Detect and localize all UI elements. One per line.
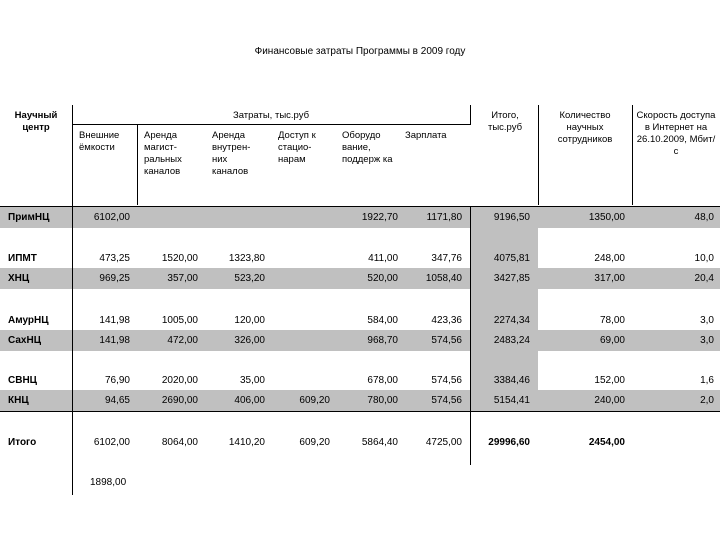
row-name: СВНЦ <box>8 375 37 386</box>
cell-value: 411,00 <box>368 253 398 264</box>
cell-value: 20,4 <box>694 273 714 284</box>
cell-value: 3,0 <box>700 315 714 326</box>
cell-value: 357,00 <box>167 273 198 284</box>
row-name: СахНЦ <box>8 335 41 346</box>
cell-value: 1410,20 <box>228 437 265 448</box>
cell-value: 1171,80 <box>426 212 462 223</box>
cell-value: 472,00 <box>167 335 198 346</box>
row-name: ХНЦ <box>8 273 30 284</box>
divider <box>632 105 633 205</box>
cell-value: 520,00 <box>367 273 398 284</box>
cell-value: 76,90 <box>104 375 130 386</box>
cell-value: 423,36 <box>431 315 462 326</box>
cell-value: 141,98 <box>99 315 130 326</box>
header-access: Доступ к стацио-нарам <box>278 130 316 165</box>
row-name: КНЦ <box>8 395 29 406</box>
cell-value: 2483,24 <box>493 335 530 346</box>
cell-value: 574,56 <box>431 375 462 386</box>
cell-value: 969,25 <box>99 273 130 284</box>
header-rent-main: Аренда магист-ральных каналов <box>144 130 182 177</box>
cell-value: 10,0 <box>694 253 714 264</box>
cell-value: 347,76 <box>431 253 462 264</box>
cell-value: 2274,34 <box>493 315 530 326</box>
row-name: Итого <box>8 437 37 448</box>
cell-value: 3,0 <box>700 335 714 346</box>
cell-value: 94,65 <box>104 395 130 406</box>
cell-value: 78,00 <box>599 315 625 326</box>
divider <box>137 124 138 205</box>
table-row <box>0 310 720 331</box>
table-row <box>0 248 720 269</box>
cell-value: 780,00 <box>367 395 398 406</box>
cell-value: 3384,46 <box>493 375 530 386</box>
cell-value: 240,00 <box>594 395 625 406</box>
cell-value: 1,6 <box>700 375 714 386</box>
cell-value: 609,20 <box>299 395 330 406</box>
cell-value: 1058,40 <box>425 273 462 284</box>
cell-value: 9196,50 <box>493 212 530 223</box>
cell-value: 4075,81 <box>493 253 530 264</box>
table-row <box>0 268 720 289</box>
header-speed: Скорость доступа в Интернет на 26.10.2009, Мбит/с <box>636 110 716 157</box>
table-row <box>0 330 720 351</box>
cell-value: 35,00 <box>239 375 265 386</box>
header-salary: Зарплата <box>405 130 447 141</box>
row-name: ИПМТ <box>8 253 37 264</box>
extra-value: 1898,00 <box>90 477 127 488</box>
row-name: ПримНЦ <box>8 212 50 223</box>
table-row <box>0 207 720 228</box>
cell-value: 523,20 <box>234 273 265 284</box>
cell-value: 2,0 <box>700 395 714 406</box>
cell-value: 69,00 <box>599 335 625 346</box>
header-total: Итого, тыс.руб <box>487 110 523 133</box>
cell-value: 6102,00 <box>93 437 130 448</box>
cell-value: 574,56 <box>431 395 462 406</box>
cell-value: 248,00 <box>594 253 625 264</box>
header-costs: Затраты, тыс.руб <box>232 110 310 121</box>
cell-value: 1922,70 <box>361 212 398 223</box>
header-rent-internal: Аренда внутрен-них каналов <box>212 130 251 177</box>
cell-value: 1520,00 <box>161 253 198 264</box>
row-name: АмурНЦ <box>8 315 49 326</box>
cell-value: 406,00 <box>234 395 265 406</box>
header-staff: Количество научных сотрудников <box>557 110 613 145</box>
cell-value: 1005,00 <box>161 315 198 326</box>
cell-value: 574,56 <box>431 335 462 346</box>
cell-value: 473,25 <box>99 253 130 264</box>
cell-value: 2454,00 <box>588 437 625 448</box>
cell-value: 4725,00 <box>425 437 462 448</box>
cell-value: 5154,41 <box>493 395 530 406</box>
cell-value: 48,0 <box>694 212 714 223</box>
divider <box>0 411 720 412</box>
cell-value: 678,00 <box>367 375 398 386</box>
table-row <box>0 390 720 411</box>
divider <box>72 124 471 125</box>
cell-value: 1350,00 <box>588 212 625 223</box>
cell-value: 1323,80 <box>228 253 265 264</box>
cell-value: 968,70 <box>367 335 398 346</box>
cell-value: 3427,85 <box>493 273 530 284</box>
cell-value: 29996,60 <box>488 437 530 448</box>
cell-value: 2690,00 <box>161 395 198 406</box>
divider <box>538 105 539 205</box>
header-equipment: Оборудо вание, поддерж ка <box>342 130 393 165</box>
table-title: Финансовые затраты Программы в 2009 году <box>254 46 466 57</box>
header-external: Внешние ёмкости <box>79 130 120 153</box>
cell-value: 609,20 <box>299 437 330 448</box>
table-row <box>0 370 720 391</box>
cell-value: 326,00 <box>234 335 265 346</box>
cell-value: 584,00 <box>367 315 398 326</box>
cell-value: 152,00 <box>594 375 625 386</box>
cell-value: 317,00 <box>594 273 625 284</box>
cell-value: 141,98 <box>99 335 130 346</box>
divider <box>470 105 471 125</box>
header-center: Научный центр <box>14 110 58 133</box>
cell-value: 8064,00 <box>161 437 198 448</box>
table-row <box>0 432 720 453</box>
cell-value: 120,00 <box>234 315 265 326</box>
cell-value: 5864,40 <box>361 437 398 448</box>
cell-value: 6102,00 <box>93 212 130 223</box>
cell-value: 2020,00 <box>161 375 198 386</box>
